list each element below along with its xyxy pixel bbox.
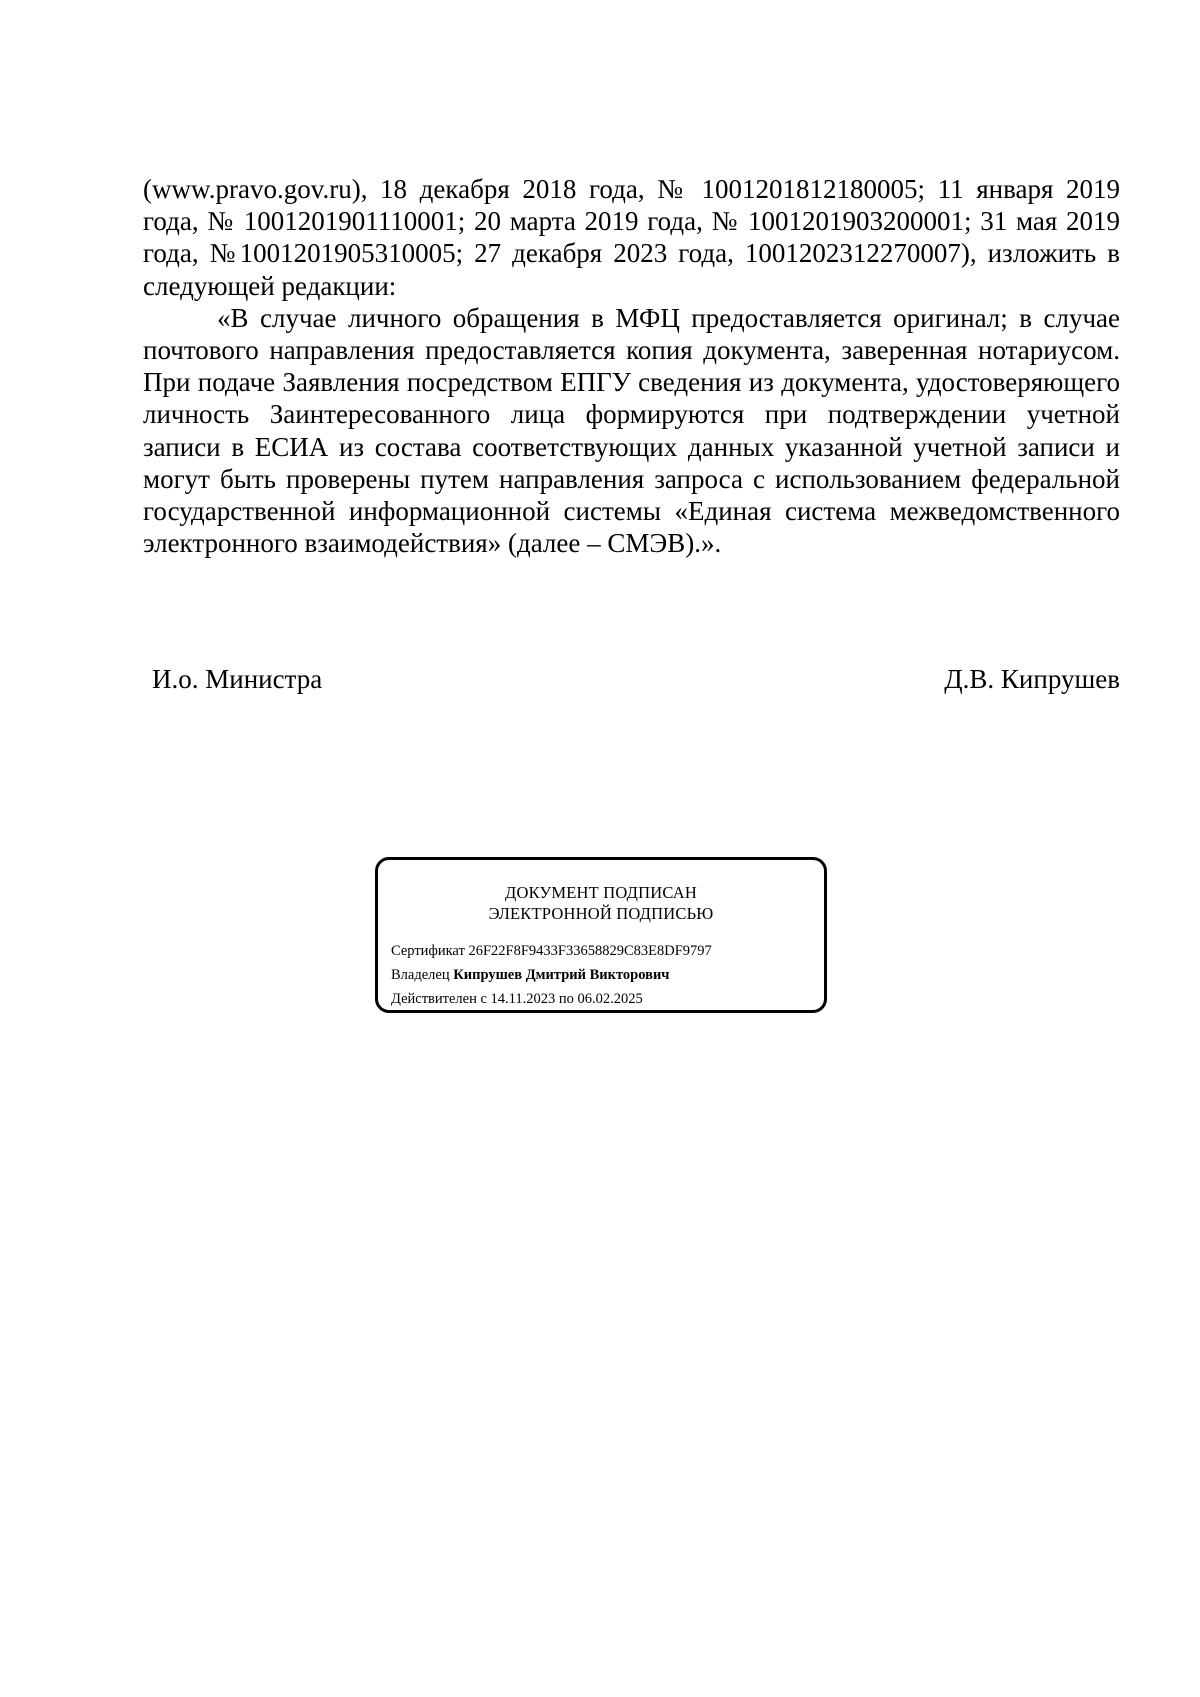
signatory-name: Д.В. Кипрушев — [944, 664, 1120, 694]
stamp-title-line-2: ЭЛЕКТРОННОЙ ПОДПИСЬЮ — [488, 904, 714, 923]
stamp-validity-line — [391, 987, 712, 1011]
stamp-details — [391, 939, 712, 1011]
stamp-title — [378, 882, 824, 924]
certificate-value: 26F22F8F9433F33658829C83E8DF9797 — [468, 943, 712, 959]
certificate-label: Сертификат — [391, 943, 465, 959]
valid-from-prefix: с — [480, 991, 487, 1007]
stamp-certificate-line — [391, 939, 712, 963]
stamp-owner-line — [391, 963, 712, 987]
owner-value: Кипрушев Дмитрий Викторович — [453, 967, 670, 983]
valid-from-date: 14.11.2023 — [490, 991, 556, 1007]
valid-label: Действителен — [391, 991, 477, 1007]
signatory-position: И.о. Министра — [152, 664, 323, 694]
stamp-title-line-1: ДОКУМЕНТ ПОДПИСАН — [505, 883, 697, 902]
paragraph-continuation: (www.pravo.gov.ru), 18 декабря 2018 года, № 1001201812180005; 11 января 2019 года, № 1001201901110001; 20 марта 2019 года, № 1001201903200001; 31 мая 2019 года, №1001201905310005; 27 декабря 2023 года, 1001202312270007), изложить в следующей редакции: — [143, 174, 1120, 301]
owner-label: Владелец — [391, 967, 450, 983]
electronic-signature-stamp — [375, 857, 827, 1013]
document-body — [143, 173, 1120, 559]
valid-to-prefix: по — [558, 991, 574, 1007]
paragraph-amendment-text: «В случае личного обращения в МФЦ предоставляется оригинал; в случае почтового направления предоставляется копия документа, заверенная нотариусом. При подаче Заявления посредством ЕПГУ сведения из документа, удостоверяющего личность Заинтересованного лица формируются при подтверждении учетной записи в ЕСИА из состава соответствующих данных указанной учетной записи и могут быть проверены путем направления запроса с использованием федеральной государственной информационной системы «Единая система межведомственного электронного взаимодействия» (далее – СМЭВ).». — [143, 302, 1120, 559]
valid-to-date: 06.02.2025 — [577, 991, 643, 1007]
